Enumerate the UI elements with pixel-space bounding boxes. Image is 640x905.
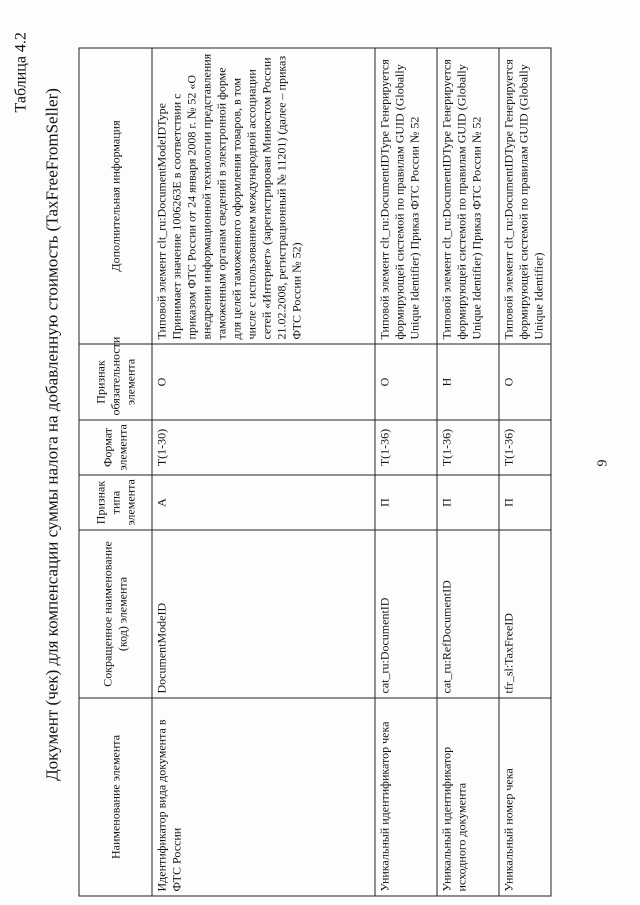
cell-element-mandatory: О	[375, 344, 437, 420]
cell-element-type: А	[152, 475, 375, 530]
cell-element-mandatory: Н	[437, 344, 499, 420]
table-row	[375, 48, 437, 896]
cell-element-code: cat_ru:RefDocumentID	[437, 530, 499, 698]
column-header-code: Сокращенное наименование (код) элемента	[79, 530, 152, 698]
cell-element-code: cat_ru:DocumentID	[375, 530, 437, 698]
column-header-format: Формат элемента	[79, 420, 152, 475]
cell-element-code: DocumentModeID	[152, 530, 375, 698]
table-header-row	[79, 48, 152, 896]
cell-element-name: Уникальный номер чека	[499, 698, 551, 896]
cell-element-type: П	[437, 475, 499, 530]
page-number: 9	[595, 459, 611, 467]
cell-element-format: Т(1-30)	[152, 420, 375, 475]
cell-element-type: П	[499, 475, 551, 530]
rotated-page-content	[1, 0, 640, 905]
table-row	[499, 48, 551, 896]
column-header-type: Признак типа элемента	[79, 475, 152, 530]
cell-element-mandatory: О	[499, 344, 551, 420]
cell-element-format: Т(1-36)	[437, 420, 499, 475]
elements-table	[79, 48, 552, 897]
table-label: Таблица 4.2	[12, 32, 30, 113]
cell-additional-info: Типовой элемент clt_ru:DocumentIDType Генерируется формирующей системой по правилам GUID (Globally Unique Identifier) Приказ ФТС России № 52	[437, 48, 499, 344]
cell-element-type: П	[375, 475, 437, 530]
cell-element-code: tfr_sl:TaxFreeID	[499, 530, 551, 698]
cell-element-name: Идентификатор вида документа в ФТС России	[152, 698, 375, 896]
cell-element-name: Уникальный идентификатор чека	[375, 698, 437, 896]
column-header-name: Наименование элемента	[79, 698, 152, 896]
cell-element-mandatory: О	[152, 344, 375, 420]
cell-element-name: Уникальный идентификатор исходного документа	[437, 698, 499, 896]
cell-additional-info: Типовой элемент clt_ru:DocumentIDType Генерируется формирующей системой по правилам GUID (Globally Unique Identifier) Приказ ФТС России № 52	[375, 48, 437, 344]
column-header-mandatory: Признак обязательности элемента	[79, 344, 152, 420]
table-row	[152, 48, 375, 896]
table-row	[437, 48, 499, 896]
cell-additional-info: Типовой элемент clt_ru:DocumentIDType Генерируется формирующей системой по правилам GUID (Globally Unique Identifier)	[499, 48, 551, 344]
cell-element-format: Т(1-36)	[499, 420, 551, 475]
cell-additional-info: Типовой элемент clt_ru:DocumentModeIDType Принимает значение 1006263Е в соответствии с приказом ФТС России от 24 января 2008 г. № 52 «О внедрении информационной технологии представления таможенным органам сведений в электронной форме для целей таможенного оформления товаров, в том числе с использованием международной ассоциации сетей «Интернет» (зарегистрирован Минюстом России 21.02.2008, регистрационный № 11201) (далее – приказ ФТС России № 52)	[152, 48, 375, 344]
document-title: Документ (чек) для компенсации суммы налога на добавленную стоимость (TaxFreeFromSeller)	[42, 88, 62, 781]
cell-element-format: Т(1-36)	[375, 420, 437, 475]
column-header-info: Дополнительная информация	[79, 48, 152, 344]
